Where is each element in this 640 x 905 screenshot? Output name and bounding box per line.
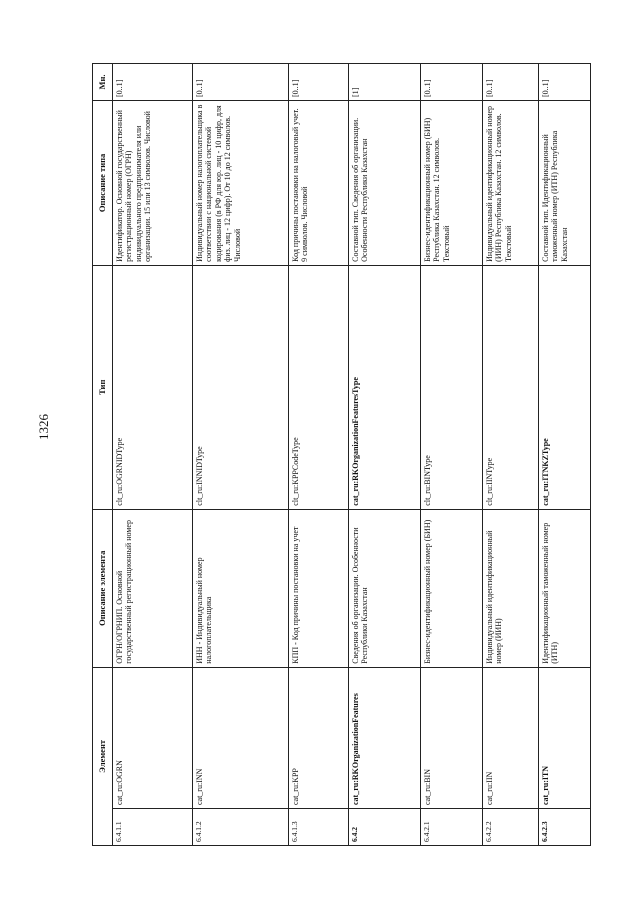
row-element: cat_ru:OGRN xyxy=(113,667,193,808)
row-element: cat_ru:IIN xyxy=(483,667,539,808)
row-element-desc: КПП - Код причины постановки на учет xyxy=(289,509,349,667)
row-number: 6.4.2.1 xyxy=(421,809,483,846)
row-type: clt_ru:KPPCodeType xyxy=(289,265,349,509)
row-type-desc: Бизнес-идентификационный номер (БИН) Республика Казахстан. 12 символов. Текстовый xyxy=(421,101,483,266)
row-multiplicity: [0..1] xyxy=(113,64,193,101)
header-type: Тип xyxy=(93,265,113,509)
table-row xyxy=(539,64,591,846)
row-element: cat_ru:INN xyxy=(193,667,289,808)
row-multiplicity: [0..1] xyxy=(483,64,539,101)
table-row xyxy=(113,64,193,846)
spec-table xyxy=(92,63,591,846)
row-element: cat_ru:ITN xyxy=(539,667,591,808)
row-element-desc: ИНН - Индивидуальный номер налогоплательщика xyxy=(193,509,289,667)
table-row xyxy=(421,64,483,846)
row-type-desc: Код причины постановки на налоговый учет. 9 символов. Числовой xyxy=(289,101,349,266)
row-element: cat_ru:BIN xyxy=(421,667,483,808)
row-type: cat_ru:ITNKZType xyxy=(539,265,591,509)
row-number: 6.4.1.3 xyxy=(289,809,349,846)
page-number: 1326 xyxy=(36,414,51,440)
row-element-desc: Сведения об организации. Особенности Республики Казахстан xyxy=(349,509,421,667)
row-type-desc: Индивидуальный идентификационный номер (ИИН) Республика Казахстан. 12 символов. Текстовый xyxy=(483,101,539,266)
header-element-desc: Описание элемента xyxy=(93,509,113,667)
row-type-desc: Идентификатор. Основной государственный регистрационный номер (ОГРН) индивидуального предпринимателя или организации. 15 или 13 символов. Числовой xyxy=(113,101,193,266)
row-type: clt_ru:OGRNIDType xyxy=(113,265,193,509)
table-row xyxy=(193,64,289,846)
table-row xyxy=(349,64,421,846)
row-number: 6.4.1.2 xyxy=(193,809,289,846)
table-row xyxy=(289,64,349,846)
row-element: cat_ru:RKOrganizationFeatures xyxy=(349,667,421,808)
row-number: 6.4.2 xyxy=(349,809,421,846)
row-number: 6.4.1.1 xyxy=(113,809,193,846)
row-multiplicity: [0..1] xyxy=(193,64,289,101)
row-multiplicity: [0..1] xyxy=(539,64,591,101)
row-type: clt_ru:BINType xyxy=(421,265,483,509)
header-element: Элемент xyxy=(93,667,113,845)
rotated-table-wrapper xyxy=(92,63,612,846)
row-element-desc: Индивидуальный идентификационный номер (ИИН) xyxy=(483,509,539,667)
row-type-desc: Составной тип. Сведения об организации. Особенности Республики Казахстан xyxy=(349,101,421,266)
row-type: cat_ru:RKOrganizationFeaturesType xyxy=(349,265,421,509)
row-element-desc: Идентификационный таможенный номер (ИТН) xyxy=(539,509,591,667)
row-multiplicity: [0..1] xyxy=(421,64,483,101)
row-type-desc: Составной тип. Идентификационный таможенный номер (ИТН) Республика Казахстан xyxy=(539,101,591,266)
row-element: cat_ru:KPP xyxy=(289,667,349,808)
table-row xyxy=(483,64,539,846)
table-header-row xyxy=(93,64,113,846)
row-multiplicity: [0..1] xyxy=(289,64,349,101)
row-number: 6.4.2.2 xyxy=(483,809,539,846)
row-element-desc: ОГРН/ОГРНИП. Основной государственный регистрационный номер xyxy=(113,509,193,667)
row-type: clt_ru:INNIDType xyxy=(193,265,289,509)
row-element-desc: Бизнес-идентификационный номер (БИН) xyxy=(421,509,483,667)
header-type-desc: Описание типа xyxy=(93,101,113,266)
row-multiplicity: [1] xyxy=(349,64,421,101)
row-type: clt_ru:IINType xyxy=(483,265,539,509)
row-number: 6.4.2.3 xyxy=(539,809,591,846)
header-multiplicity: Мн. xyxy=(93,64,113,101)
row-type-desc: Индивидуальный номер налогоплательщика в соответствии с национальной системой кодирования (в РФ для юр. лиц - 10 цифр, для физ. лиц - 12 цифр). От 10 до 12 символов. Числовой xyxy=(193,101,289,266)
